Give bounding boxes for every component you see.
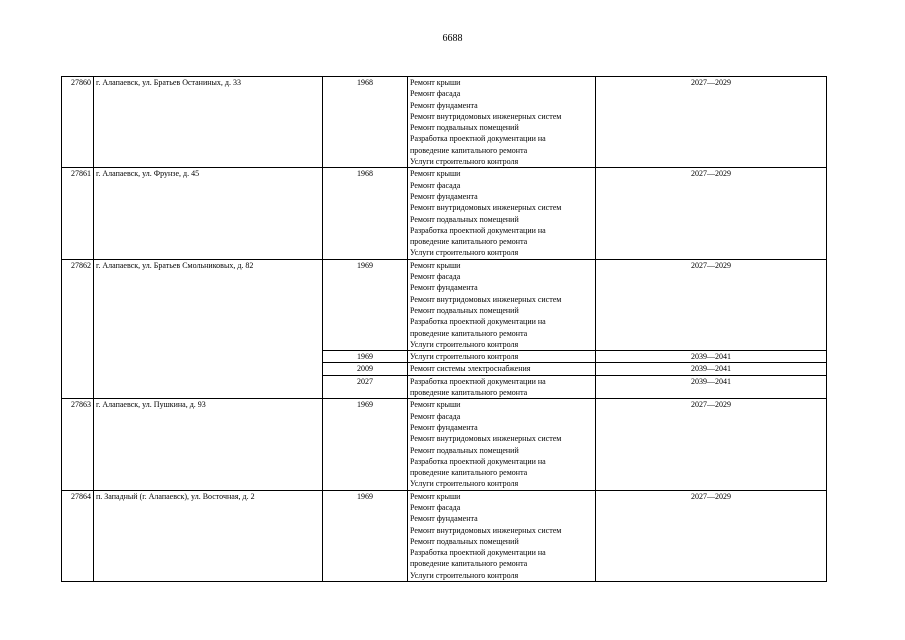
table-row <box>62 490 827 581</box>
repair-work-item: Ремонт крыши <box>410 260 461 270</box>
planned-period: 2027—2029 <box>596 168 827 259</box>
repair-works-list <box>408 375 596 399</box>
building-address: г. Алапаевск, ул. Фрунзе, д. 45 <box>94 168 323 259</box>
commission-year: 1968 <box>323 168 408 259</box>
repair-work-item: Ремонт фасада <box>410 502 461 512</box>
commission-year: 1969 <box>323 351 408 363</box>
repair-work-item: Ремонт внутридомовых инженерных систем <box>410 203 562 213</box>
repair-works-list <box>408 490 596 581</box>
repair-work-item: Ремонт внутридомовых инженерных систем <box>410 111 562 121</box>
repair-work-item: проведение капитального ремонта <box>410 468 528 478</box>
repair-work-item: Ремонт крыши <box>410 78 461 87</box>
repair-work-item: Услуги строительного контроля <box>410 339 519 349</box>
repair-work-item: Разработка проектной документации на <box>410 548 546 558</box>
repair-works-list <box>408 351 596 363</box>
repair-work-item: Ремонт подвальных помещений <box>410 305 519 315</box>
repair-work-item: Разработка проектной документации на <box>410 317 546 327</box>
repair-work-item: Ремонт крыши <box>410 491 461 501</box>
repair-work-item: Ремонт подвальных помещений <box>410 214 519 224</box>
commission-year: 2027 <box>323 375 408 399</box>
repair-work-item: Ремонт внутридомовых инженерных систем <box>410 434 562 444</box>
repair-work-item: Ремонт крыши <box>410 400 461 410</box>
repair-works-list <box>408 363 596 375</box>
planned-period: 2039—2041 <box>596 375 827 399</box>
building-address: г. Алапаевск, ул. Братьев Смольниковых, д. 82 <box>94 259 323 399</box>
building-number: 27864 <box>62 490 94 581</box>
building-address: п. Западный (г. Алапаевск), ул. Восточная, д. 2 <box>94 490 323 581</box>
planned-period: 2027—2029 <box>596 259 827 350</box>
repair-work-item: Услуги строительного контроля <box>410 248 519 258</box>
repair-work-item: Разработка проектной документации на <box>410 376 546 386</box>
repair-work-item: Ремонт подвальных помещений <box>410 536 519 546</box>
repair-work-item: Разработка проектной документации на <box>410 134 546 144</box>
repair-work-item: Ремонт фундамента <box>410 283 478 293</box>
repair-work-item: проведение капитального ремонта <box>410 237 528 247</box>
table-row <box>62 259 827 350</box>
repair-works-list <box>408 259 596 350</box>
commission-year: 1969 <box>323 399 408 490</box>
repair-work-item: Ремонт фасада <box>410 180 461 190</box>
repair-work-item: Ремонт подвальных помещений <box>410 445 519 455</box>
repair-work-item: Ремонт фундамента <box>410 422 478 432</box>
planned-period: 2027—2029 <box>596 490 827 581</box>
repair-work-item: Ремонт фундамента <box>410 514 478 524</box>
building-address: г. Алапаевск, ул. Братьев Останиных, д. 33 <box>94 77 323 168</box>
repair-work-item: Ремонт внутридомовых инженерных систем <box>410 525 562 535</box>
repair-works-list <box>408 168 596 259</box>
repair-schedule-table <box>61 76 827 582</box>
building-number: 27862 <box>62 259 94 399</box>
repair-work-item: проведение капитального ремонта <box>410 328 528 338</box>
planned-period: 2027—2029 <box>596 399 827 490</box>
repair-work-item: Ремонт фасада <box>410 89 461 99</box>
repair-works-list <box>408 399 596 490</box>
table-row <box>62 399 827 490</box>
repair-work-item: Ремонт подвальных помещений <box>410 123 519 133</box>
repair-work-item: Ремонт фасада <box>410 272 461 282</box>
commission-year: 1968 <box>323 77 408 168</box>
table-row <box>62 77 827 168</box>
commission-year: 1969 <box>323 259 408 350</box>
building-number: 27860 <box>62 77 94 168</box>
repair-work-item: Ремонт фасада <box>410 411 461 421</box>
repair-work-item: Разработка проектной документации на <box>410 456 546 466</box>
repair-work-item: Разработка проектной документации на <box>410 225 546 235</box>
planned-period: 2039—2041 <box>596 363 827 375</box>
building-number: 27861 <box>62 168 94 259</box>
building-number: 27863 <box>62 399 94 490</box>
repair-work-item: проведение капитального ремонта <box>410 559 528 569</box>
repair-work-item: проведение капитального ремонта <box>410 388 528 398</box>
repair-work-item: Ремонт фундамента <box>410 191 478 201</box>
repair-work-item: проведение капитального ремонта <box>410 145 528 155</box>
table-row <box>62 168 827 259</box>
repair-work-item: Услуги строительного контроля <box>410 157 519 167</box>
page-number: 6688 <box>442 33 463 44</box>
repair-work-item: Ремонт фундамента <box>410 100 478 110</box>
repair-work-item: Услуги строительного контроля <box>410 352 519 362</box>
repair-works-list <box>408 77 596 168</box>
repair-work-item: Ремонт крыши <box>410 169 461 179</box>
commission-year: 2009 <box>323 363 408 375</box>
repair-schedule-body <box>62 77 827 582</box>
repair-work-item: Услуги строительного контроля <box>410 570 519 580</box>
commission-year: 1969 <box>323 490 408 581</box>
repair-work-item: Ремонт системы электроснабжения <box>410 364 531 374</box>
building-address: г. Алапаевск, ул. Пушкина, д. 93 <box>94 399 323 490</box>
repair-work-item: Услуги строительного контроля <box>410 479 519 489</box>
repair-work-item: Ремонт внутридомовых инженерных систем <box>410 294 562 304</box>
planned-period: 2027—2029 <box>596 77 827 168</box>
planned-period: 2039—2041 <box>596 351 827 363</box>
